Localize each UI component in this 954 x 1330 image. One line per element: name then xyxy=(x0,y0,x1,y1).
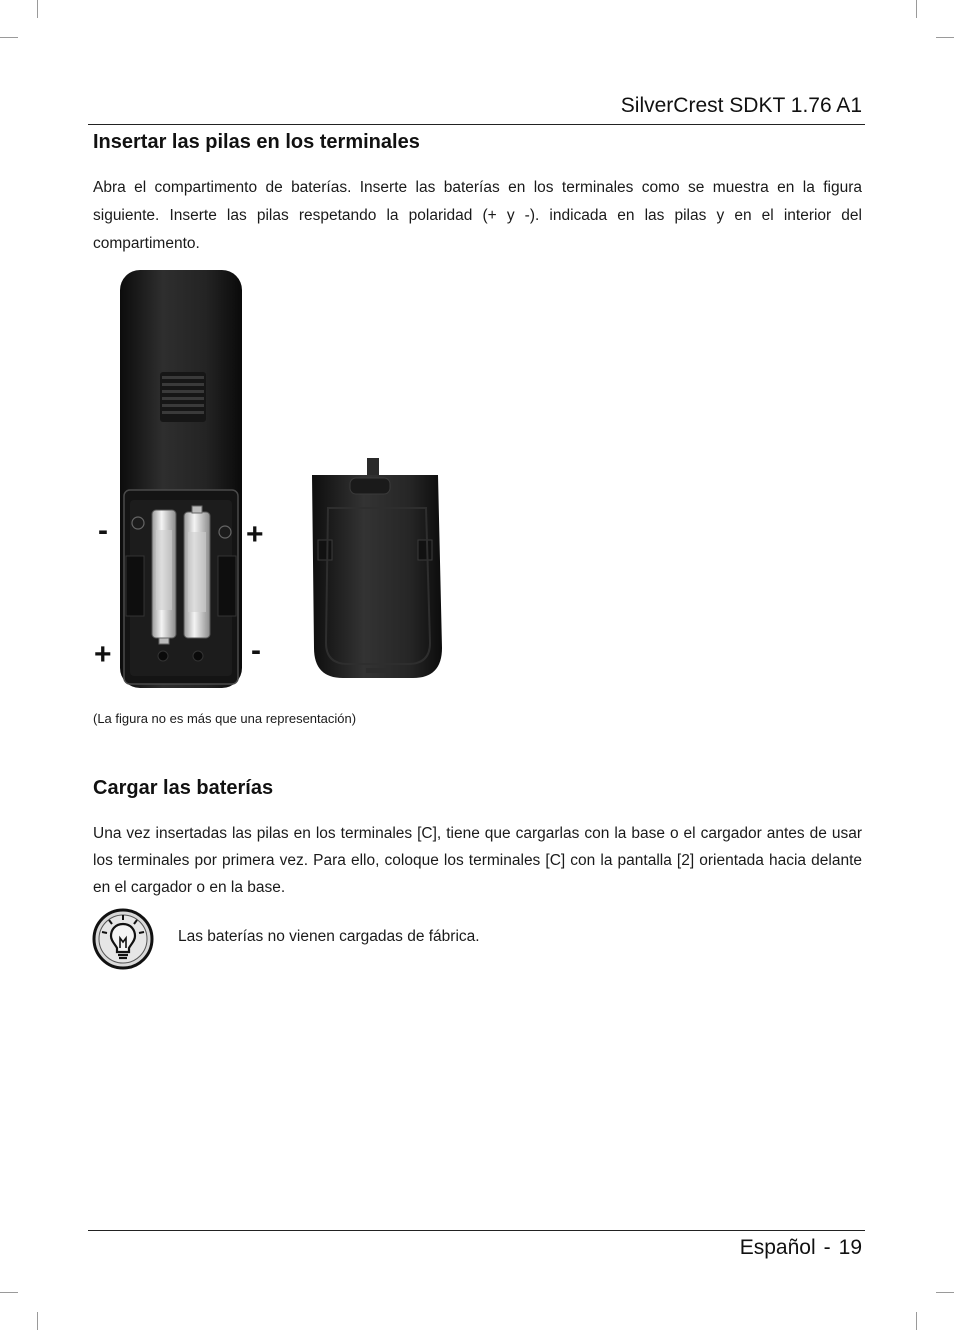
insert-batteries-paragraph: Abra el compartimento de baterías. Inserte las baterías en los terminales como se muestra en la figura siguiente. Inserte las pilas respetando la polaridad (+ y -). indicada en las pilas y en el interior del compartimento. xyxy=(93,179,862,252)
crop-mark xyxy=(936,37,954,38)
polarity-label-bottom-right: - xyxy=(251,634,261,667)
crop-mark xyxy=(0,1292,18,1293)
speaker-grille xyxy=(160,372,206,422)
crop-mark xyxy=(37,0,38,18)
crop-mark xyxy=(37,1312,38,1330)
footer-rule xyxy=(88,1230,865,1231)
lightbulb-icon xyxy=(92,908,154,970)
battery-aaa xyxy=(152,510,176,644)
polarity-label-bottom-left: + xyxy=(94,638,112,671)
crop-mark xyxy=(916,1312,917,1330)
page-number: 19 xyxy=(838,1236,862,1259)
battery-cover xyxy=(312,458,442,678)
footer-separator: - xyxy=(823,1236,831,1259)
charge-batteries-paragraph: Una vez insertadas las pilas en los terminales [C], tiene que cargarlas con la base o el cargador antes de usar los terminales por primera vez. Para ello, coloque los terminales [C] con la pantalla [2] orientada hacia delante en el cargador o en la base. xyxy=(93,825,862,896)
tip-text: Las baterías no vienen cargadas de fábrica. xyxy=(178,928,480,945)
header-rule xyxy=(88,124,865,125)
footer-language: Español xyxy=(739,1236,816,1259)
battery-insertion-figure xyxy=(88,268,458,692)
section-heading-charge-batteries: Cargar las baterías xyxy=(93,777,274,799)
figure-caption: (La figura no es más que una representación) xyxy=(93,711,357,726)
polarity-label-top-right: + xyxy=(246,518,264,551)
crop-mark xyxy=(0,37,18,38)
battery-figure-svg xyxy=(88,268,458,692)
battery-aaa xyxy=(184,506,210,638)
section-heading-insert-batteries: Insertar las pilas en los terminales xyxy=(93,131,420,153)
footer xyxy=(740,1236,862,1260)
header-title: SilverCrest SDKT 1.76 A1 xyxy=(620,94,862,117)
crop-mark xyxy=(936,1292,954,1293)
crop-mark xyxy=(916,0,917,18)
handset-back xyxy=(120,270,242,688)
polarity-label-top-left: - xyxy=(98,514,108,547)
